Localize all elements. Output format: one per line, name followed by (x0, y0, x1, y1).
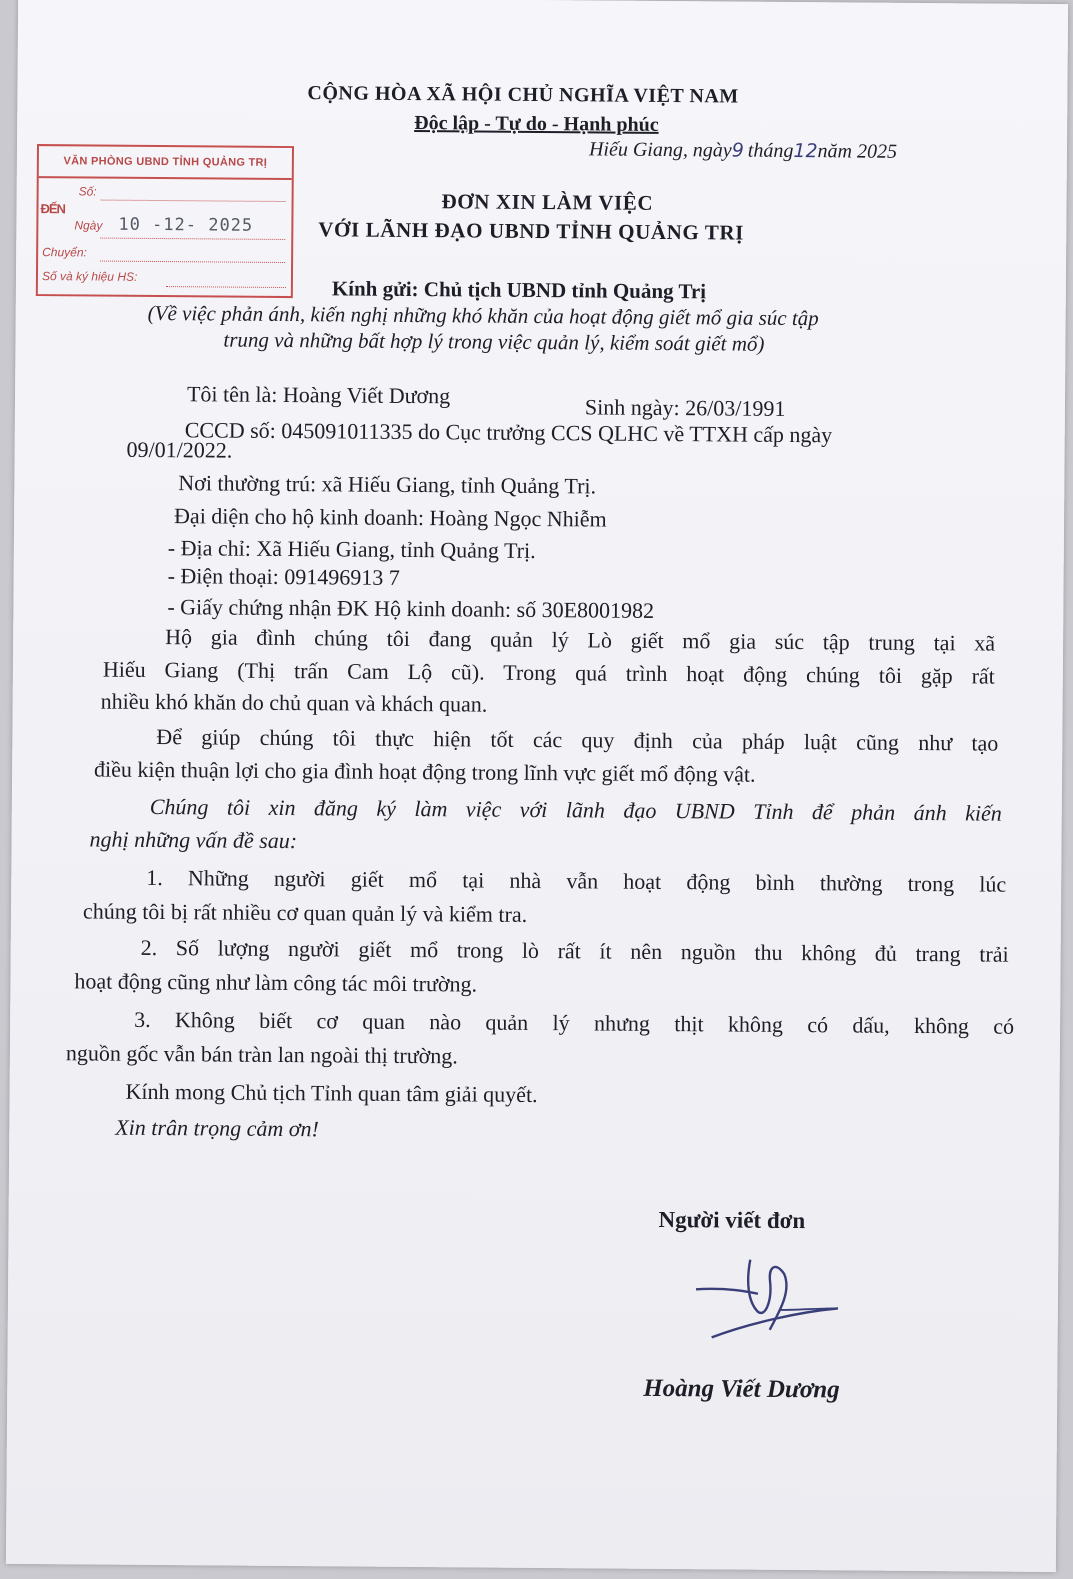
business-representative: Đại diện cho hộ kinh doanh: Hoàng Ngọc Nhiễm (173, 503, 607, 532)
stamp-office: VĂN PHÒNG UBND TỈNH QUẢNG TRỊ (39, 146, 292, 180)
signature-title: Người viết đơn (658, 1206, 806, 1234)
national-title: CỘNG HÒA XÃ HỘI CHỦ NGHĨA VIỆT NAM (307, 82, 739, 108)
issue-1-line-2: chúng tôi bị rất nhiều cơ quan quản lý và kiểm tra. (82, 898, 528, 927)
subject-line-2: trung và những bất hợp lý trong việc quản lý, kiểm soát giết mổ) (223, 327, 765, 356)
document-page (6, 0, 1068, 1572)
applicant-name: Tôi tên là: Hoàng Viết Dương (186, 381, 451, 409)
subject-line-1: (Về việc phản ánh, kiến nghị những khó khăn của hoạt động giết mổ gia súc tập (147, 300, 819, 331)
issue-3-line-2: nguồn gốc vẫn bán tràn lan ngoài thị trường. (65, 1040, 458, 1069)
issue-2-line-1: 2. Số lượng người giết mổ trong lò rất ít nên nguồn thu không đủ trang trải (140, 934, 1009, 967)
paragraph-2-line-1: Để giúp chúng tôi thực hiện tốt các quy định của pháp luật cũng như tạo (156, 724, 999, 756)
paragraph-3-line-1: Chúng tôi xin đăng ký làm việc với lãnh đạo UBND Tỉnh để phản ánh kiến (149, 793, 1002, 826)
signer-name: Hoàng Viết Dương (643, 1374, 840, 1404)
handwritten-day: 9 (731, 139, 744, 162)
issue-1-line-1: 1. Những người giết mổ tại nhà vẫn hoạt động bình thường trong lúc (146, 864, 1007, 897)
recipient: Kính gửi: Chủ tịch UBND tỉnh Quảng Trị (331, 276, 707, 304)
applicant-id: CCCD số: 045091011335 do Cục trưởng CCS QLHC về TTXH cấp ngày (184, 417, 833, 448)
document-subtitle: VỚI LÃNH ĐẠO UBND TỈNH QUẢNG TRỊ (318, 217, 745, 245)
date-line: Hiếu Giang, ngày9 tháng12năm 2025 (588, 138, 898, 163)
business-license: - Giấy chứng nhận ĐK Hộ kinh doanh: số 30E8001982 (167, 594, 655, 623)
issue-3-line-1: 3. Không biết cơ quan nào quản lý nhưng thịt không có dấu, không có (134, 1006, 1015, 1039)
paragraph-1-line-1: Hộ gia đình chúng tôi đang quản lý Lò giết mổ gia súc tập trung tại xã (165, 624, 996, 656)
business-address: - Địa chỉ: Xã Hiếu Giang, tỉnh Quảng Trị. (167, 535, 536, 563)
thanks-line: Xin trân trọng cảm ơn! (115, 1114, 320, 1142)
document-title: ĐƠN XIN LÀM VIỆC (441, 189, 654, 215)
applicant-dob: Sinh ngày: 26/03/1991 (584, 394, 786, 421)
applicant-residence: Nơi thường trú: xã Hiếu Giang, tỉnh Quảng Trị. (178, 470, 597, 499)
handwritten-month: 12 (793, 139, 818, 163)
paragraph-2-line-2: điều kiện thuận lợi cho gia đình hoạt động trong lĩnh vực giết mổ động vật. (94, 756, 756, 787)
stamp-chuyen-label: Chuyển: (42, 245, 87, 260)
received-stamp (36, 144, 294, 298)
issue-2-line-2: hoạt động cũng như làm công tác môi trường. (74, 968, 478, 997)
paragraph-3-line-2: nghị những vấn đề sau: (89, 826, 298, 854)
paragraph-1-line-2: Hiếu Giang (Thị trấn Cam Lộ cũ). Trong quá trình hoạt động chúng tôi gặp rất (102, 656, 995, 689)
request-line: Kính mong Chủ tịch Tỉnh quan tâm giải quyết. (125, 1078, 538, 1108)
stamp-ngay-label: Ngày (74, 218, 103, 233)
handwritten-signature (688, 1251, 859, 1347)
stamp-so-label: Số: (78, 184, 97, 199)
applicant-id-date: 09/01/2022. (126, 436, 233, 463)
stamp-den: ĐẾN (40, 201, 66, 217)
business-phone: - Điện thoại: 091496913 7 (167, 563, 400, 590)
national-motto: Độc lập - Tự do - Hạnh phúc (414, 112, 659, 136)
paragraph-1-line-3: nhiều khó khăn do chủ quan và khách quan. (100, 688, 488, 717)
stamp-received-date: 10 -12- 2025 (118, 214, 254, 236)
stamp-hs-label: Số và ký hiệu HS: (41, 269, 138, 284)
